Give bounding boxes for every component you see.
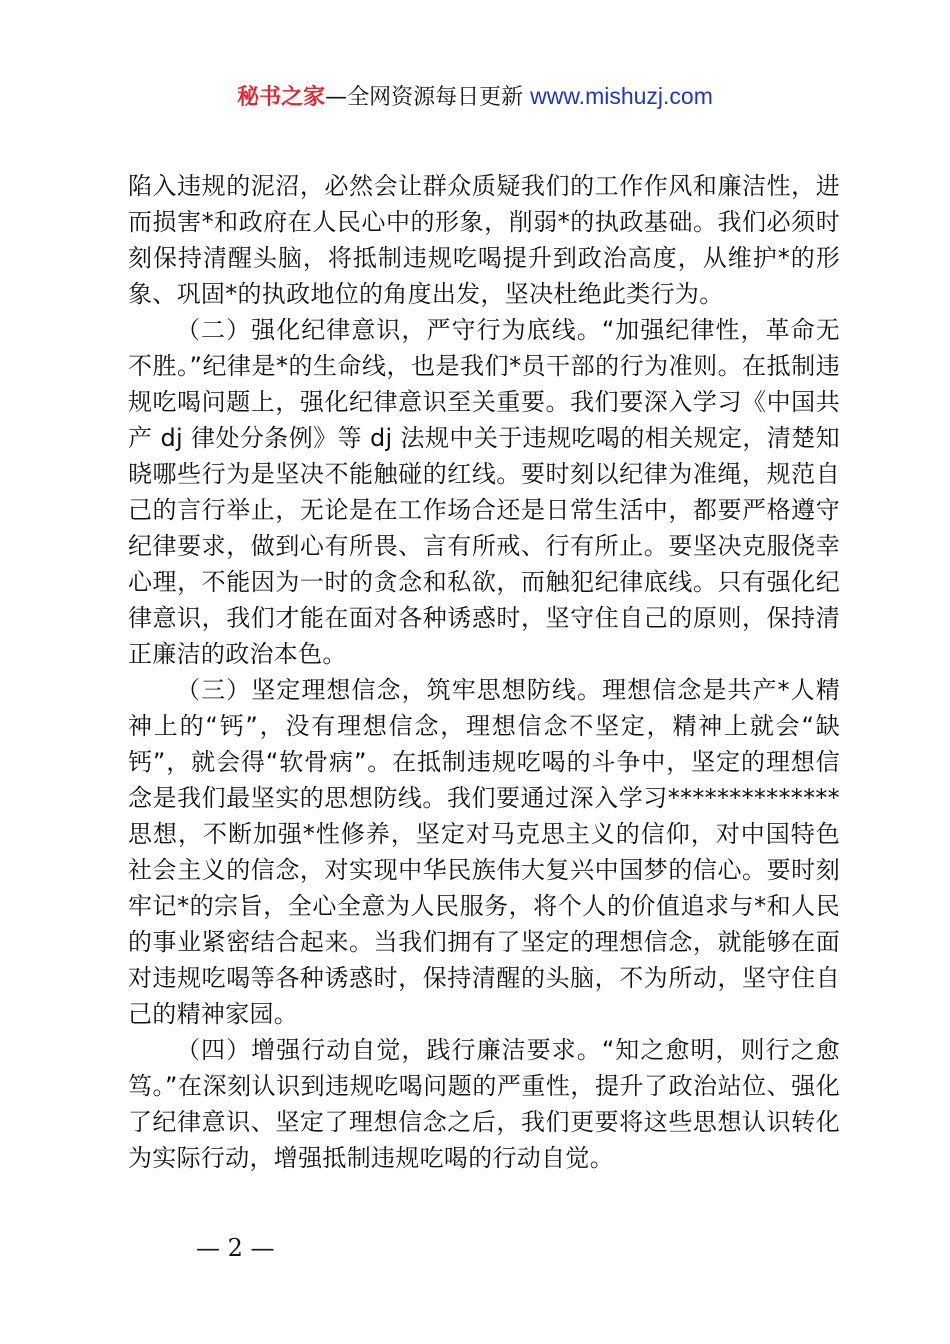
- site-header: [0, 80, 950, 114]
- paragraph-section-three: （三）坚定理想信念，筑牢思想防线。理想信念是共产*人精神上的“钙”，没有理想信念，理想信念不坚定，精神上就会“缺钙”，就会得“软骨病”。在抵制违规吃喝的斗争中，坚定的理想信念是我们最坚实的思想防线。我们要通过深入学习**************思想，不断加强*性修养，坚定对马克思主义的信仰，对中国特色社会主义的信念，对实现中华民族伟大复兴中国梦的信心。要时刻牢记*的宗旨，全心全意为人民服务，将个人的价值追求与*和人民的事业紧密结合起来。当我们拥有了坚定的理想信念，就能够在面对违规吃喝等各种诱惑时，保持清醒的头脑，不为所动，坚守住自己的精神家园。: [128, 676, 840, 1028]
- paragraph-section-two: （二）强化纪律意识，严守行为底线。“加强纪律性，革命无不胜。”纪律是*的生命线，也是我们*员干部的行为准则。在抵制违规吃喝问题上，强化纪律意识至关重要。我们要深入学习《中国共产 dj 律处分条例》等 dj 法规中关于违规吃喝的相关规定，清楚知晓哪些行为是坚决不能触碰的红线。要时刻以纪律为准绳，规范自己的言行举止，无论是在工作场合还是日常生活中，都要严格遵守纪律要求，做到心有所畏、言有所戒、行有所止。要坚决克服侥幸心理，不能因为一时的贪念和私欲，而触犯纪律底线。只有强化纪律意识，我们才能在面对各种诱惑时，坚守住自己的原则，保持清正廉洁的政治本色。: [128, 316, 840, 668]
- document-body: [128, 168, 840, 1176]
- header-tagline: —全网资源每日更新: [325, 85, 531, 110]
- page-number: — 2 —: [196, 1234, 275, 1262]
- site-url[interactable]: www.mishuzj.com: [530, 83, 713, 109]
- paragraph-section-four: （四）增强行动自觉，践行廉洁要求。“知之愈明，则行之愈笃。”在深刻认识到违规吃喝问题的严重性，提升了政治站位、强化了纪律意识、坚定了理想信念之后，我们更要将这些思想认识转化为实际行动，增强抵制违规吃喝的行动自觉。: [128, 1036, 840, 1172]
- paragraph-continuation: 陷入违规的泥沼，必然会让群众质疑我们的工作作风和廉洁性，进而损害*和政府在人民心中的形象，削弱*的执政基础。我们必须时刻保持清醒头脑，将抵制违规吃喝提升到政治高度，从维护*的形象、巩固*的执政地位的角度出发，坚决杜绝此类行为。: [128, 172, 840, 308]
- brand-name: 秘书之家: [237, 85, 326, 110]
